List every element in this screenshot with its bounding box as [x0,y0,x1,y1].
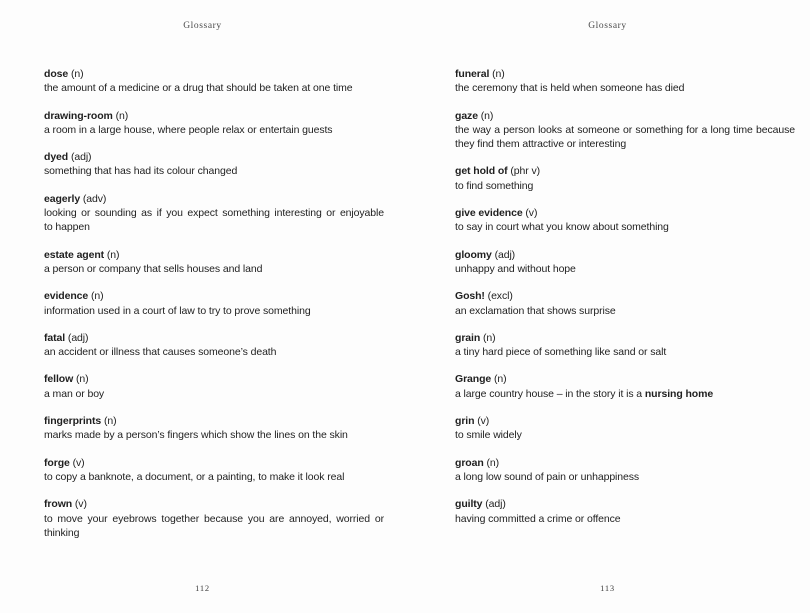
term-line [44,414,384,428]
glossary-entry [44,109,384,138]
definition [455,220,795,234]
definition [455,262,795,276]
glossary-entry [455,67,795,96]
definition [44,428,384,442]
glossary-entry [44,331,384,360]
glossary-entry [44,456,384,485]
term: guilty [455,498,483,511]
term-line [455,248,795,262]
glossary-entries [455,67,795,539]
definition-line: to find something [455,179,534,192]
glossary-entry [455,331,795,360]
glossary-entry [455,456,795,485]
part-of-speech: (n) [480,109,494,122]
term: Grange [455,373,492,386]
term-line [44,192,384,206]
definition-line: to move your eyebrows together because you are annoyed, worried or [44,512,384,525]
part-of-speech: (v) [525,207,538,220]
definition-line: unhappy and without hope [455,262,576,275]
term: evidence [44,290,89,303]
part-of-speech: (adj) [67,331,89,344]
definition-line: a man or boy [44,387,105,400]
term-line [44,456,384,470]
part-of-speech: (adv) [82,192,107,205]
term: dyed [44,151,69,164]
term: estate agent [44,248,105,261]
definition [44,164,384,178]
part-of-speech: (n) [115,109,129,122]
definition [44,387,384,401]
term-line [44,497,384,511]
glossary-entry [455,206,795,235]
term: eagerly [44,192,81,205]
term: drawing-room [44,109,113,122]
part-of-speech: (adj) [485,498,506,511]
definition-line: an exclamation that shows surprise [455,304,616,317]
running-head: Glossary [183,21,222,31]
definition [455,123,795,152]
definition-bold-text: nursing home [644,387,714,400]
definition-line: to happen [44,221,90,234]
part-of-speech: (n) [103,415,117,428]
part-of-speech: (n) [70,68,84,80]
definition [44,512,384,541]
part-of-speech: (n) [75,373,89,386]
term: gloomy [455,248,492,261]
definition [455,179,795,193]
part-of-speech: (n) [106,248,120,261]
glossary-entry [44,414,384,443]
definition [44,470,384,484]
term: fellow [44,373,74,386]
part-of-speech: (n) [494,373,507,386]
definition [44,206,384,235]
term: funeral [455,68,490,80]
definition-line: a long low sound of pain or unhappiness [455,470,640,483]
part-of-speech: (excl) [487,290,513,303]
part-of-speech: (v) [477,415,490,428]
term-line [44,289,384,303]
definition-line: to smile widely [455,429,522,442]
term-line [44,67,384,81]
page-number: 113 [600,583,615,593]
definition-line: a room in a large house, where people relax or entertain guests [44,123,333,136]
definition-line: the way a person looks at someone or something for a long time because [455,123,795,136]
term: fatal [44,331,66,344]
definition [44,81,384,95]
definition [455,345,795,359]
term-line [455,456,795,470]
term-line [44,150,384,164]
definition [455,470,795,484]
glossary-entry [44,67,384,96]
definition [455,512,795,526]
definition [44,304,384,318]
part-of-speech: (v) [74,498,87,511]
definition [44,345,384,359]
definition [455,387,795,401]
term-line [455,164,795,178]
term: gaze [455,109,478,122]
definition-line: to say in court what you know about something [455,221,669,234]
term: groan [455,456,484,469]
part-of-speech: (v) [72,456,85,469]
part-of-speech: (adj) [494,248,516,261]
page-number: 112 [195,583,210,593]
part-of-speech: (n) [486,456,500,469]
glossary-entry [44,372,384,401]
definition-line: to copy a banknote, a document, or a painting, to make it look real [44,470,345,483]
definition-line: the amount of a medicine or a drug that should be taken at one time [44,82,353,95]
glossary-entry [455,109,795,152]
definition [44,262,384,276]
glossary-entry [44,248,384,277]
definition-line: looking or sounding as if you expect something interesting or enjoyable [44,207,384,220]
term-line [44,331,384,345]
glossary-entries [44,67,384,553]
term-line [455,331,795,345]
part-of-speech: (adj) [70,151,92,164]
definition-line: they find them attractive or interesting [455,138,627,151]
term: grain [455,331,481,344]
term: grin [455,415,475,428]
glossary-entry [455,289,795,318]
glossary-page-right [405,0,810,613]
part-of-speech: (n) [492,68,505,80]
term-line [455,289,795,303]
term-line [455,372,795,386]
definition [44,123,384,137]
glossary-entry [455,497,795,526]
term: get hold of [455,165,508,178]
term: forge [44,456,70,469]
glossary-entry [455,164,795,193]
definition-line: the ceremony that is held when someone has died [455,82,685,95]
definition-line: thinking [44,526,80,539]
definition-line: a large country house – in the story it is a nursing home [455,387,714,400]
definition [455,81,795,95]
glossary-entry [455,414,795,443]
definition [455,304,795,318]
definition [455,428,795,442]
term: frown [44,498,73,511]
definition-line: something that has had its colour changed [44,165,238,178]
term-line [44,372,384,386]
term-line [455,67,795,81]
glossary-entry [44,150,384,179]
definition-line: a tiny hard piece of something like sand or salt [455,346,667,359]
glossary-entry [44,497,384,540]
definition-line: information used in a court of law to try to prove something [44,304,311,317]
term-line [455,206,795,220]
definition-line: marks made by a person’s fingers which show the lines on the skin [44,429,348,442]
part-of-speech: (n) [483,331,496,344]
term-line [455,497,795,511]
term-line [44,109,384,123]
term: fingerprints [44,415,102,428]
part-of-speech: (phr v) [510,165,541,178]
glossary-entry [455,248,795,277]
glossary-entry [44,289,384,318]
term-line [455,109,795,123]
term-line [455,414,795,428]
term-line [44,248,384,262]
term: dose [44,68,69,80]
part-of-speech: (n) [90,290,104,303]
definition-line: a person or company that sells houses and land [44,262,263,275]
glossary-entry [455,372,795,401]
definition-line: having committed a crime or offence [455,512,621,525]
term: give evidence [455,207,523,220]
definition-line: an accident or illness that causes someone’s death [44,346,277,359]
running-head: Glossary [588,21,627,31]
term: Gosh! [455,290,485,303]
glossary-entry [44,192,384,235]
